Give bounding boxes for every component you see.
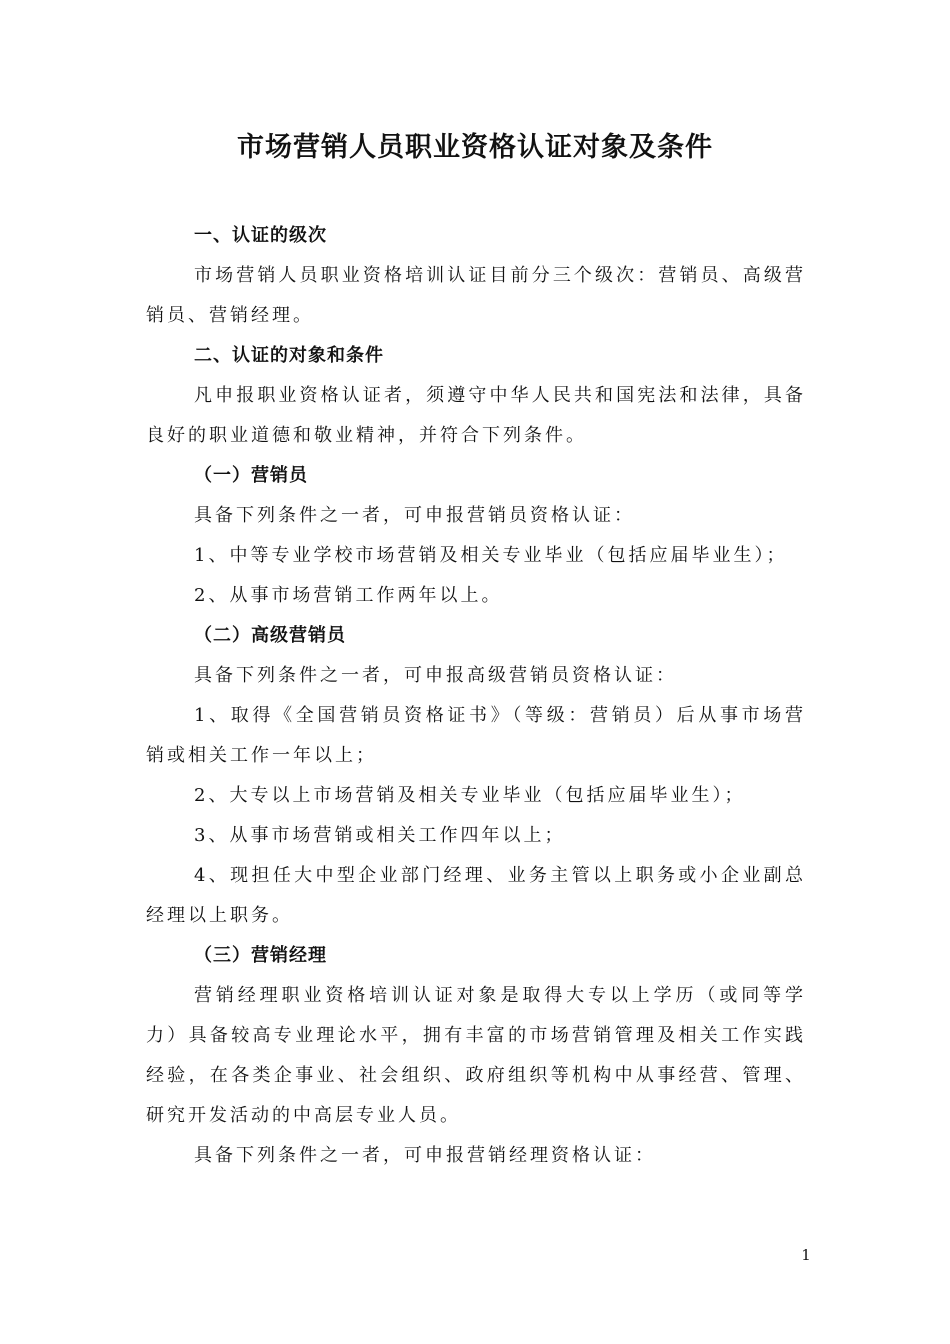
list-item: 3、从事市场营销或相关工作四年以上； <box>194 825 566 846</box>
document-body <box>146 216 806 1176</box>
body-paragraph: 凡申报职业资格认证者，须遵守中华人民共和国宪法和法律，具备良好的职业道德和敬业精神，并符合下列条件。 <box>146 385 806 446</box>
list-item: 1、取得《全国营销员资格证书》（等级：营销员）后从事市场营销或相关工作一年以上； <box>146 705 806 766</box>
body-paragraph: 具备下列条件之一者，可申报营销经理资格认证： <box>194 1145 656 1166</box>
list-item: 1、中等专业学校市场营销及相关专业毕业（包括应届毕业生）； <box>194 545 788 566</box>
body-paragraph: 具备下列条件之一者，可申报高级营销员资格认证： <box>194 665 677 686</box>
list-item: 4、现担任大中型企业部门经理、业务主管以上职务或小企业副总经理以上职务。 <box>146 865 806 926</box>
page-number: 1 <box>801 1246 811 1264</box>
body-paragraph: 具备下列条件之一者，可申报营销员资格认证： <box>194 505 635 526</box>
list-item: 2、从事市场营销工作两年以上。 <box>194 585 503 606</box>
section-heading: 二、认证的对象和条件 <box>194 345 384 366</box>
body-paragraph: 营销经理职业资格培训认证对象是取得大专以上学历（或同等学力）具备较高专业理论水平，拥有丰富的市场营销管理及相关工作实践经验，在各类企事业、社会组织、政府组织等机构中从事经营、管理、研究开发活动的中高层专业人员。 <box>146 985 806 1126</box>
list-item: 2、大专以上市场营销及相关专业毕业（包括应届毕业生）； <box>194 785 746 806</box>
body-paragraph: 市场营销人员职业资格培训认证目前分三个级次：营销员、高级营销员、营销经理。 <box>146 265 806 326</box>
subsection-heading: （三）营销经理 <box>194 945 327 966</box>
subsection-heading: （二）高级营销员 <box>194 625 346 646</box>
subsection-heading: （一）营销员 <box>194 465 308 486</box>
section-heading: 一、认证的级次 <box>194 225 327 246</box>
document-title: 市场营销人员职业资格认证对象及条件 <box>237 132 713 163</box>
